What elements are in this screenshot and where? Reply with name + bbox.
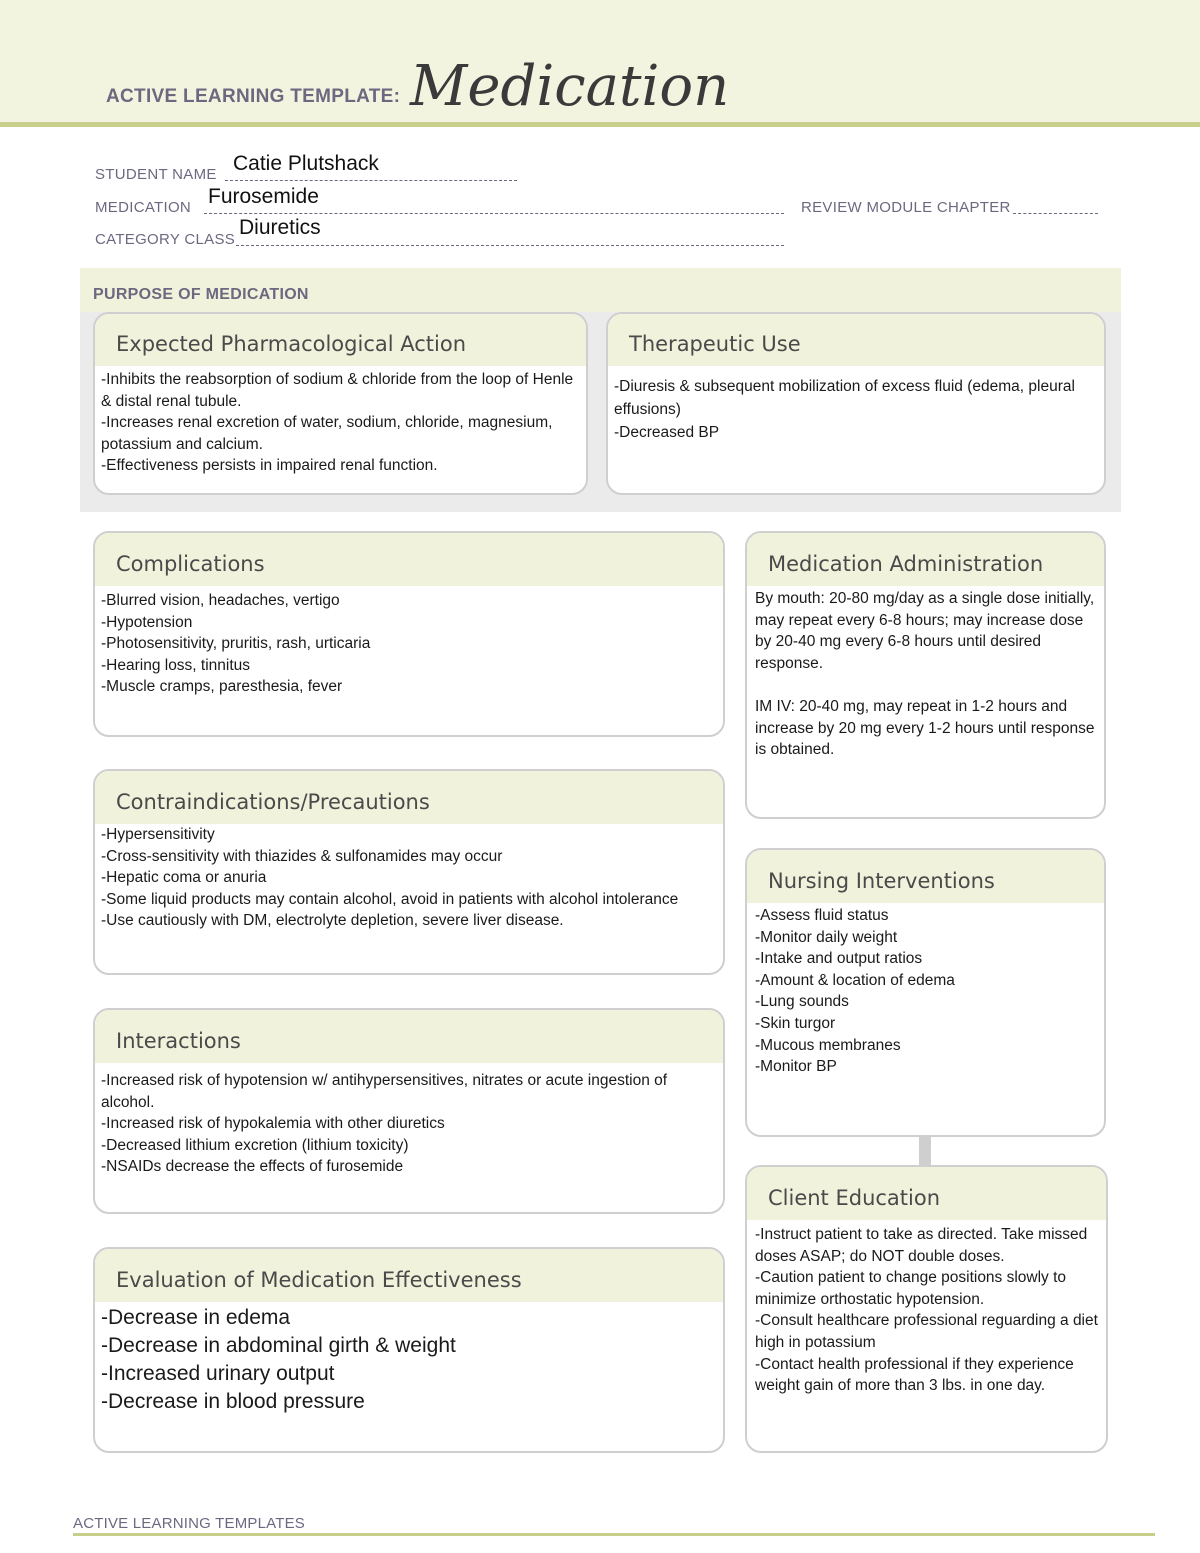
student-name-label: STUDENT NAME [95,166,217,183]
complications-card [93,531,725,737]
therapeutic-use-header [608,314,1104,366]
page-title: Medication [410,54,730,119]
administration-header [747,533,1104,586]
contraindications-card [93,769,725,975]
student-name-value[interactable]: Catie Plutshack [233,152,379,175]
header-rule [0,122,1200,127]
category-class-line [236,245,784,246]
review-module-label: REVIEW MODULE CHAPTER [801,199,1011,216]
administration-title: Medication Administration [768,552,1044,576]
education-body[interactable]: -Instruct patient to take as directed. Take missed doses ASAP; do NOT double doses. -Caution patient to change positions slowly to minimize orthostatic hypotension. -Consult healthcare professional reguarding a diet high in potassium -Contact health professional if they experience weight gain of more than 3 lbs. in one day. [755,1226,1098,1395]
education-header [747,1167,1106,1220]
interactions-body[interactable]: -Increased risk of hypotension w/ antihypersensitives, nitrates or acute ingestion of alcohol. -Increased risk of hypokalemia with other diuretics -Decreased lithium excretion (lithium toxicity) -NSAIDs decrease the effects of furosemide [101,1072,668,1176]
evaluation-header [95,1249,723,1302]
administration-body[interactable]: By mouth: 20-80 mg/day as a single dose initially, may repeat every 6-8 hours; may increase dose by 20-40 mg every 6-8 hours until desired response. IM IV: 20-40 mg, may repeat in 1-2 hours and increase by 20 mg every 1-2 hours until response is obtained. [755,590,1095,759]
purpose-title: PURPOSE OF MEDICATION [93,286,309,303]
expected-action-body[interactable]: -Inhibits the reabsorption of sodium & chloride from the loop of Henle & distal renal tubule. -Increases renal excretion of water, sodium, chloride, magnesium, potassium and calcium. -Effectiveness persists in impaired renal function. [101,371,574,475]
nursing-title: Nursing Interventions [768,869,995,893]
evaluation-card [93,1247,725,1453]
review-module-line[interactable] [1013,213,1098,214]
contraindications-title: Contraindications/Precautions [116,790,430,814]
contraindications-header [95,771,723,824]
student-name-line [225,180,517,181]
nursing-body[interactable]: -Assess fluid status -Monitor daily weight -Intake and output ratios -Amount & location of edema -Lung sounds -Skin turgor -Mucous membranes -Monitor BP [755,907,955,1076]
nursing-card [745,848,1106,1137]
medication-line [204,213,784,214]
expected-action-card [93,312,588,495]
evaluation-title: Evaluation of Medication Effectiveness [116,1268,522,1292]
category-class-value[interactable]: Diuretics [239,216,321,239]
education-title: Client Education [768,1186,941,1210]
nursing-header [747,850,1104,903]
interactions-card [93,1008,725,1214]
medication-value[interactable]: Furosemide [208,185,319,208]
administration-card [745,531,1106,819]
footer-rule [73,1533,1155,1536]
connector-bar [919,1135,931,1166]
therapeutic-use-title: Therapeutic Use [629,332,801,356]
therapeutic-use-body[interactable]: -Diuresis & subsequent mobilization of excess fluid (edema, pleural effusions) -Decreased BP [614,378,1075,441]
education-card [745,1165,1108,1453]
interactions-header [95,1010,723,1063]
interactions-title: Interactions [116,1029,241,1053]
template-label: ACTIVE LEARNING TEMPLATE: [106,86,401,107]
footer-label: ACTIVE LEARNING TEMPLATES [73,1515,305,1532]
expected-action-header [95,314,586,366]
therapeutic-use-card [606,312,1106,495]
contraindications-body[interactable]: -Hypersensitivity -Cross-sensitivity with thiazides & sulfonamides may occur -Hepatic coma or anuria -Some liquid products may contain alcohol, avoid in patients with alcohol intolerance -Use cautiously with DM, electrolyte depletion, severe liver disease. [101,826,679,930]
medication-label: MEDICATION [95,199,192,216]
complications-body[interactable]: -Blurred vision, headaches, vertigo -Hypotension -Photosensitivity, pruritis, rash, urticaria -Hearing loss, tinnitus -Muscle cramps, paresthesia, fever [101,592,371,696]
category-class-label: CATEGORY CLASS [95,231,236,248]
complications-title: Complications [116,552,265,576]
evaluation-body[interactable]: -Decrease in edema -Decrease in abdominal girth & weight -Increased urinary output -Decrease in blood pressure [101,1306,456,1413]
expected-action-title: Expected Pharmacological Action [116,332,467,356]
complications-header [95,533,723,586]
